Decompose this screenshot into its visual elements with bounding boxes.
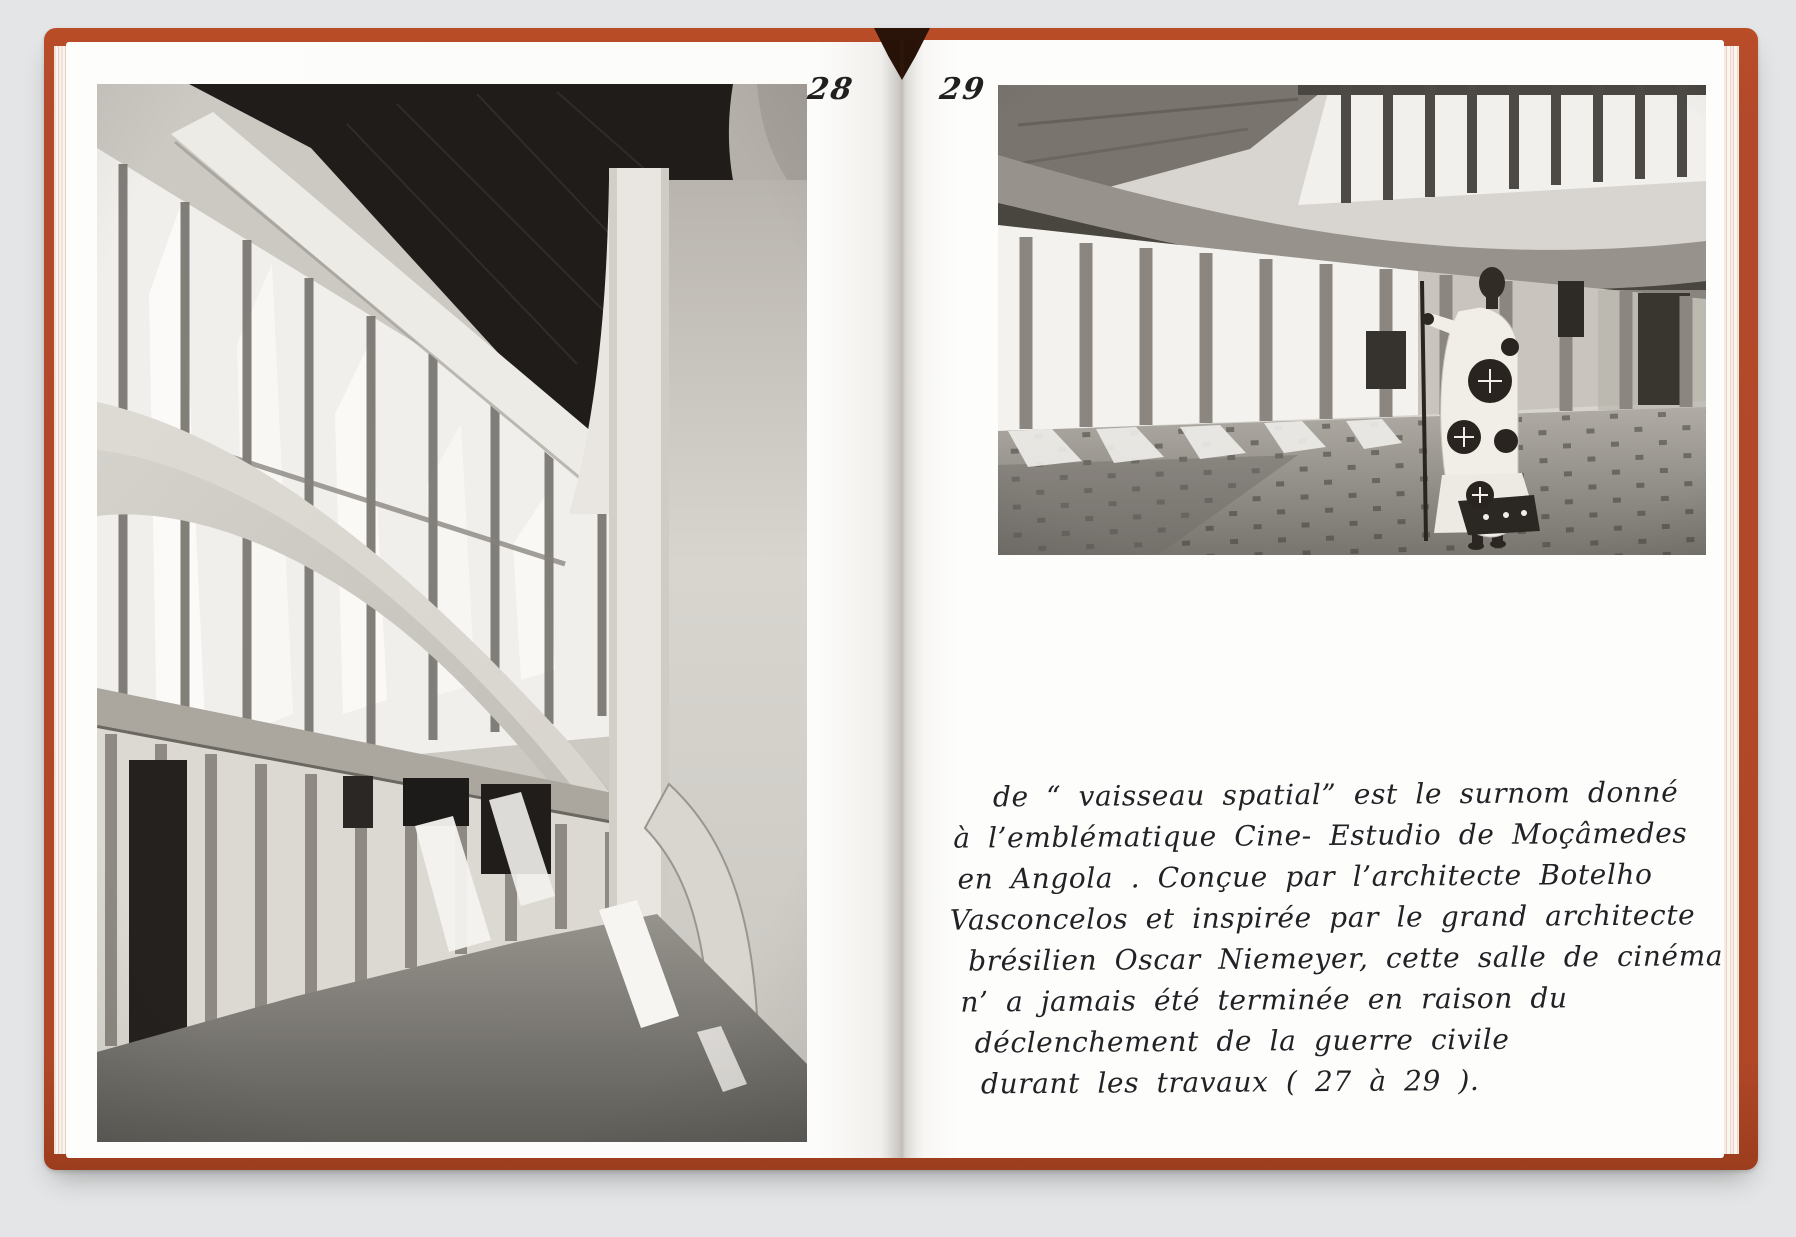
page-number-28: 28 xyxy=(805,72,857,107)
page-number-29: 29 xyxy=(937,72,989,107)
left-photo-cinema-interior xyxy=(97,84,807,1142)
right-photo-colonnade-figure xyxy=(998,85,1706,555)
handwriting-line-1: de “ vaisseau spatial” est le surnom donné xyxy=(992,775,1679,814)
page-stack-edges-right xyxy=(1724,46,1739,1154)
handwriting-line-6: n’ a jamais été terminée en raison du xyxy=(960,981,1568,1019)
handwriting-line-3: en Angola . Conçue par l’architecte Botelho xyxy=(957,857,1653,896)
handwriting-line-7: déclenchement de la guerre civile xyxy=(974,1022,1510,1060)
handwriting-block xyxy=(947,775,1724,1108)
page-stack-edges-left xyxy=(54,46,66,1154)
handwriting-line-5: brésilien Oscar Niemeyer, cette salle de cinéma xyxy=(968,939,1724,978)
left-photo-illustration xyxy=(97,84,807,1142)
handwriting-line-8: durant les travaux ( 27 à 29 ). xyxy=(980,1063,1480,1101)
right-photo-illustration xyxy=(998,85,1706,555)
handwriting-line-4: Vasconcelos et inspirée par le grand architecte xyxy=(949,898,1696,937)
handwriting-line-2: à l’emblématique Cine- Estudio de Moçâmedes xyxy=(953,816,1688,855)
